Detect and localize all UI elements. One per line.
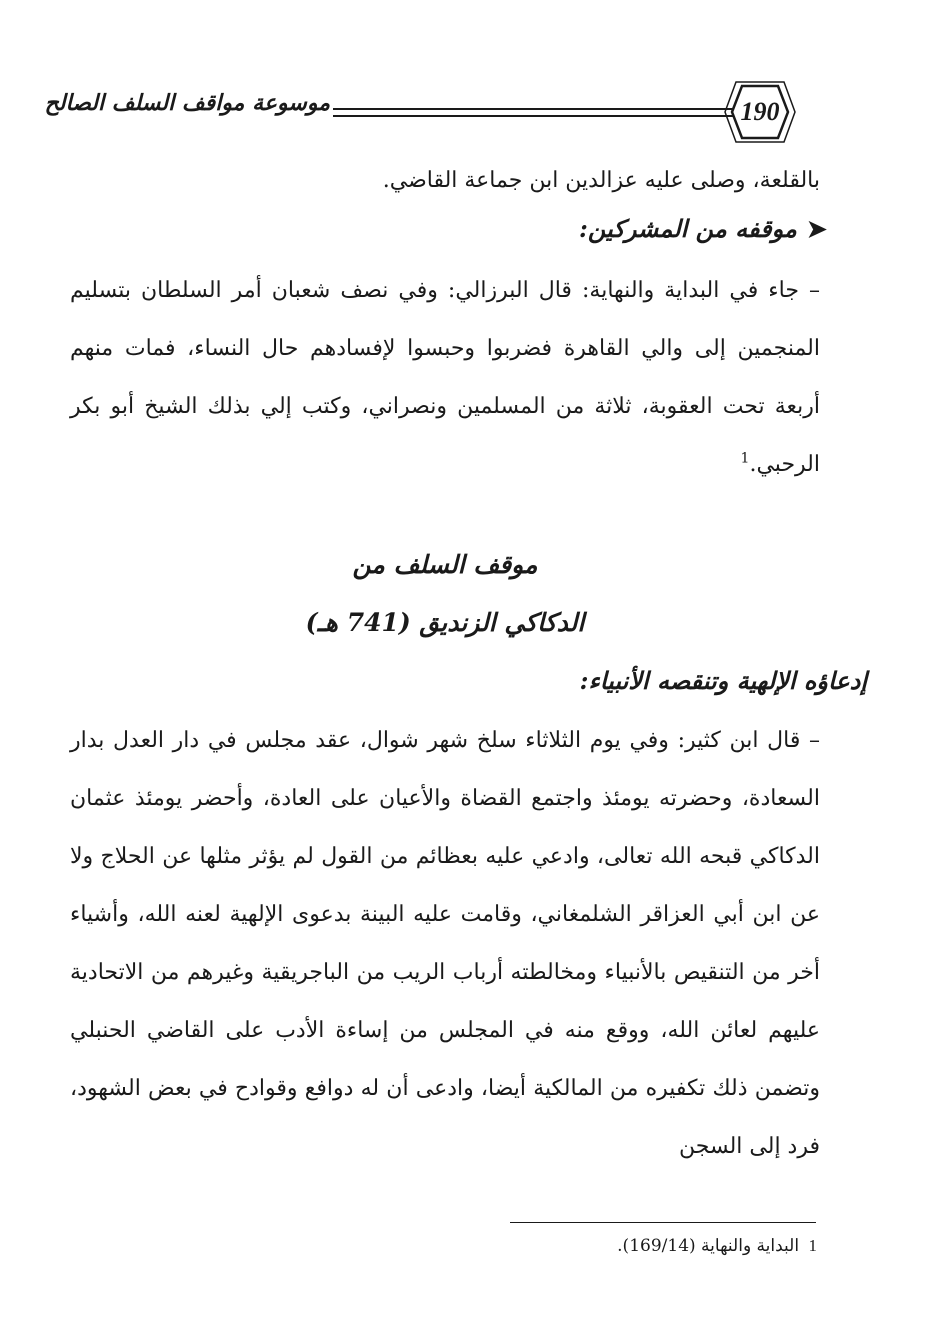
page-number-ornament <box>720 78 800 146</box>
series-title: موسوعة مواقف السلف الصالح <box>44 90 330 116</box>
section-heading-line2: الدكاكي الزنديق (741 هـ) <box>305 608 585 637</box>
footnote-ref: 1 <box>740 450 750 467</box>
paragraph-text: – جاء في البداية والنهاية: قال البرزالي: وفي نصف شعبان أمر السلطان بتسليم المنجمين إلى والي القاهرة فضربوا وحبسوا لإفسادهم حال النساء، فمات منهم أربعة تحت العقوبة، ثلاثة من المسلمين ونصراني، وكتب إلي بذلك الشيخ أبو بكر الرحبي. <box>70 278 820 477</box>
page-number: 190 <box>740 97 780 126</box>
footnote-number: 1 <box>808 1236 817 1255</box>
footnote-text: البداية والنهاية (169/14). <box>617 1236 800 1256</box>
subheading-polytheists <box>579 214 827 243</box>
paragraph-dakaki <box>70 712 820 1176</box>
arrow-bullet-icon: ➤ <box>806 214 827 243</box>
body-line-top <box>70 152 820 210</box>
footnote <box>617 1236 817 1256</box>
header-rule <box>333 108 733 117</box>
paragraph-text: – قال ابن كثير: وفي يوم الثلاثاء سلخ شهر شوال، عقد مجلس في دار العدل بدار السعادة، وحضرته يومئذ واجتمع القضاة والأعيان على العادة، وأحضر يومئذ عثمان الدكاكي قبحه الله تعالى، وادعي عليه بعظائم من القول لم يؤثر مثلها عن الحلاج ولا عن ابن أبي العزاقر الشلمغاني، وقامت عليه البينة بدعوى الإلهية لعنه الله، وأشياء أخر من التنقيص بالأنبياء ومخالطته أرباب الريب من الباجريقية وغيرهم من الاتحادية عليهم لعائن الله، ووقع منه في المجلس من إساءة الأدب على القاضي الحنبلي وتضمن ذلك تكفيره من المالكية أيضا، وادعى أن له دوافع وقوادح في بعض الشهود، فرد إلى السجن <box>70 728 820 1159</box>
section-heading-line1: موقف السلف من <box>352 550 538 579</box>
footnote-separator <box>510 1222 816 1223</box>
text-line: بالقلعة، وصلى عليه عزالدين ابن جماعة القاضي. <box>382 168 820 193</box>
paragraph-astrologers <box>70 262 820 494</box>
subheading-divinity-claim: إدعاؤه الإلهية وتنقصه الأنبياء: <box>579 666 867 695</box>
page-header <box>44 78 828 148</box>
subheading-text: موقفه من المشركين: <box>579 214 797 243</box>
